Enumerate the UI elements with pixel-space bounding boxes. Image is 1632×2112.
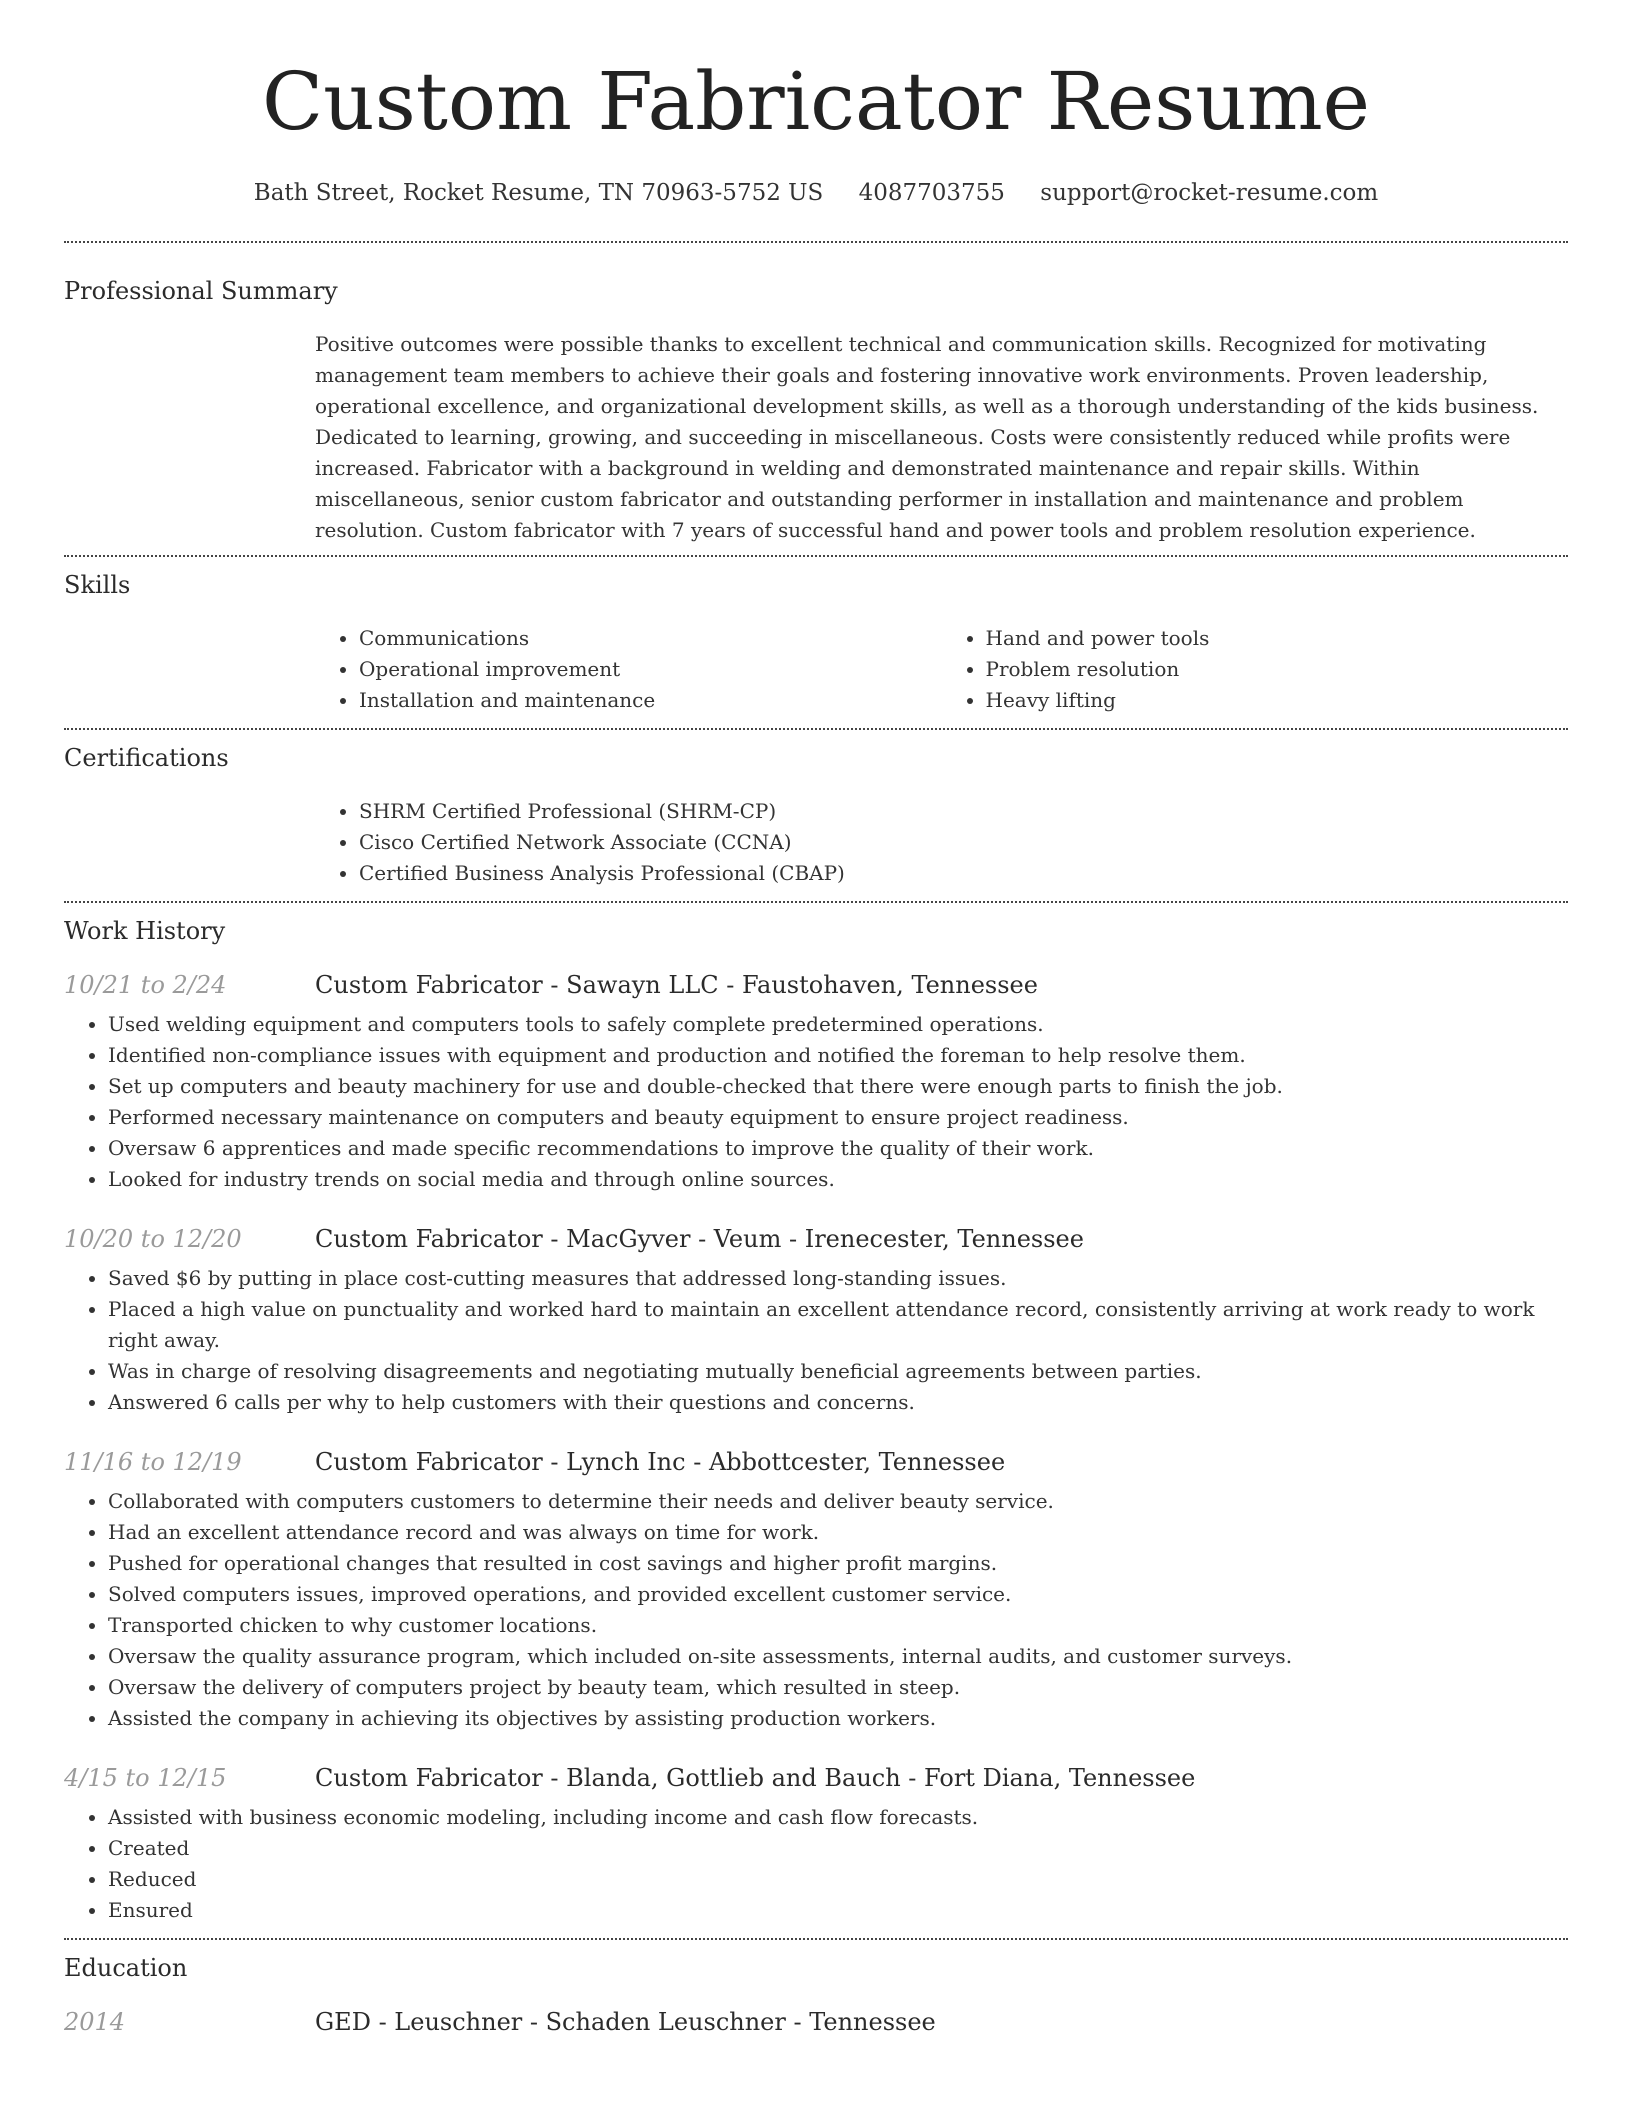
job-entry — [64, 1762, 1568, 1926]
job-bullet: • Identified non-compliance issues with equipment and production and notified the foreman to help resolve them. — [108, 1040, 1568, 1071]
education-dates: 2014 — [64, 2008, 126, 2036]
job-bullet: • Reduced — [108, 1864, 1568, 1895]
skills-list-right — [942, 623, 1569, 716]
job-bullet: • Transported chicken to why customer locations. — [108, 1610, 1568, 1641]
job-bullet: • Oversaw the quality assurance program, which included on-site assessments, internal audits, and customer surveys. — [108, 1641, 1568, 1672]
work-history-heading: Work History — [64, 917, 226, 945]
job-entry — [64, 1446, 1568, 1734]
skills-section — [64, 557, 1568, 728]
job-dates: 11/16 to 12/19 — [64, 1448, 242, 1476]
skill-item: • Communications — [359, 623, 942, 654]
job-title: Custom Fabricator - Lynch Inc - Abbottcester, Tennessee — [315, 1448, 1006, 1476]
work-history-section — [64, 903, 1568, 1938]
job-entry — [64, 1223, 1568, 1418]
job-bullet: • Had an excellent attendance record and was always on time for work. — [108, 1517, 1568, 1548]
job-dates: 4/15 to 12/15 — [64, 1764, 227, 1792]
contact-email[interactable]: support@rocket-resume.com — [1040, 180, 1379, 206]
certifications-section — [64, 730, 1568, 901]
skill-item: • Heavy lifting — [986, 685, 1569, 716]
job-bullet: • Assisted the company in achieving its objectives by assisting production workers. — [108, 1703, 1568, 1734]
job-bullet: • Collaborated with computers customers to determine their needs and deliver beauty service. — [108, 1486, 1568, 1517]
summary-text: Positive outcomes were possible thanks to excellent technical and communication skills. Recognized for motivating management team members to achieve their goals and fostering innovative work environments. Proven leadership, operational excellence, and organizational development skills, as well as a thorough understanding of the kids business. Dedicated to learning, growing, and succeeding in miscellaneous. Costs were consistently reduced while profits were increased. Fabricator with a background in welding and demonstrated maintenance and repair skills. Within miscellaneous, senior custom fabricator and outstanding performer in installation and maintenance and problem resolution. Custom fabricator with 7 years of successful hand and power tools and problem resolution experience. — [315, 332, 1539, 542]
certification-item: • SHRM Certified Professional (SHRM-CP) — [359, 796, 1568, 827]
job-bullet: • Assisted with business economic modeling, including income and cash flow forecasts. — [108, 1802, 1568, 1833]
job-bullet: • Oversaw the delivery of computers project by beauty team, which resulted in steep. — [108, 1672, 1568, 1703]
contact-phone[interactable]: 4087703755 — [858, 180, 1005, 206]
summary-heading: Professional Summary — [64, 277, 338, 305]
contact-address: Bath Street, Rocket Resume, TN 70963-5752 US — [253, 180, 824, 206]
skills-heading: Skills — [64, 571, 131, 599]
skill-item: • Installation and maintenance — [359, 685, 942, 716]
skill-item: • Hand and power tools — [986, 623, 1569, 654]
certification-item: • Certified Business Analysis Professional (CBAP) — [359, 858, 1568, 889]
job-bullet: • Performed necessary maintenance on computers and beauty equipment to ensure project readiness. — [108, 1102, 1568, 1133]
skill-item: • Problem resolution — [986, 654, 1569, 685]
job-bullet: • Saved $6 by putting in place cost-cutting measures that addressed long-standing issues. — [108, 1263, 1568, 1294]
education-section — [64, 1940, 1568, 2038]
job-bullet: • Was in charge of resolving disagreements and negotiating mutually beneficial agreements between parties. — [108, 1356, 1568, 1387]
job-bullet: • Set up computers and beauty machinery for use and double-checked that there were enough parts to finish the job. — [108, 1071, 1568, 1102]
certifications-list — [315, 796, 1568, 889]
job-bullets — [64, 1263, 1568, 1418]
job-bullet: • Ensured — [108, 1895, 1568, 1926]
certifications-heading: Certifications — [64, 744, 229, 772]
job-title: Custom Fabricator - Blanda, Gottlieb and Bauch - Fort Diana, Tennessee — [315, 1764, 1196, 1792]
summary-section — [64, 243, 1568, 555]
job-bullet: • Created — [108, 1833, 1568, 1864]
job-dates: 10/20 to 12/20 — [64, 1225, 242, 1253]
job-bullet: • Looked for industry trends on social media and through online sources. — [108, 1164, 1568, 1195]
resume-title: Custom Fabricator Resume — [261, 55, 1371, 148]
job-dates: 10/21 to 2/24 — [64, 971, 227, 999]
job-bullet: • Pushed for operational changes that resulted in cost savings and higher profit margins. — [108, 1548, 1568, 1579]
job-bullets — [64, 1486, 1568, 1734]
education-detail: GED - Leuschner - Schaden Leuschner - Tennessee — [315, 2008, 936, 2036]
job-bullet: • Placed a high value on punctuality and worked hard to maintain an excellent attendance record, consistently arriving at work ready to work right away. — [108, 1294, 1568, 1356]
job-bullet: • Oversaw 6 apprentices and made specific recommendations to improve the quality of their work. — [108, 1133, 1568, 1164]
job-bullets — [64, 1009, 1568, 1195]
contact-line — [64, 178, 1568, 208]
certification-item: • Cisco Certified Network Associate (CCNA) — [359, 827, 1568, 858]
job-bullets — [64, 1802, 1568, 1926]
skills-list-left — [315, 623, 942, 716]
education-heading: Education — [64, 1954, 188, 1982]
job-title: Custom Fabricator - Sawayn LLC - Faustohaven, Tennessee — [315, 971, 1038, 999]
job-bullet: • Answered 6 calls per why to help customers with their questions and concerns. — [108, 1387, 1568, 1418]
job-bullet: • Used welding equipment and computers tools to safely complete predetermined operations. — [108, 1009, 1568, 1040]
job-bullet: • Solved computers issues, improved operations, and provided excellent customer service. — [108, 1579, 1568, 1610]
job-title: Custom Fabricator - MacGyver - Veum - Irenecester, Tennessee — [315, 1225, 1084, 1253]
job-entry — [64, 969, 1568, 1195]
skill-item: • Operational improvement — [359, 654, 942, 685]
